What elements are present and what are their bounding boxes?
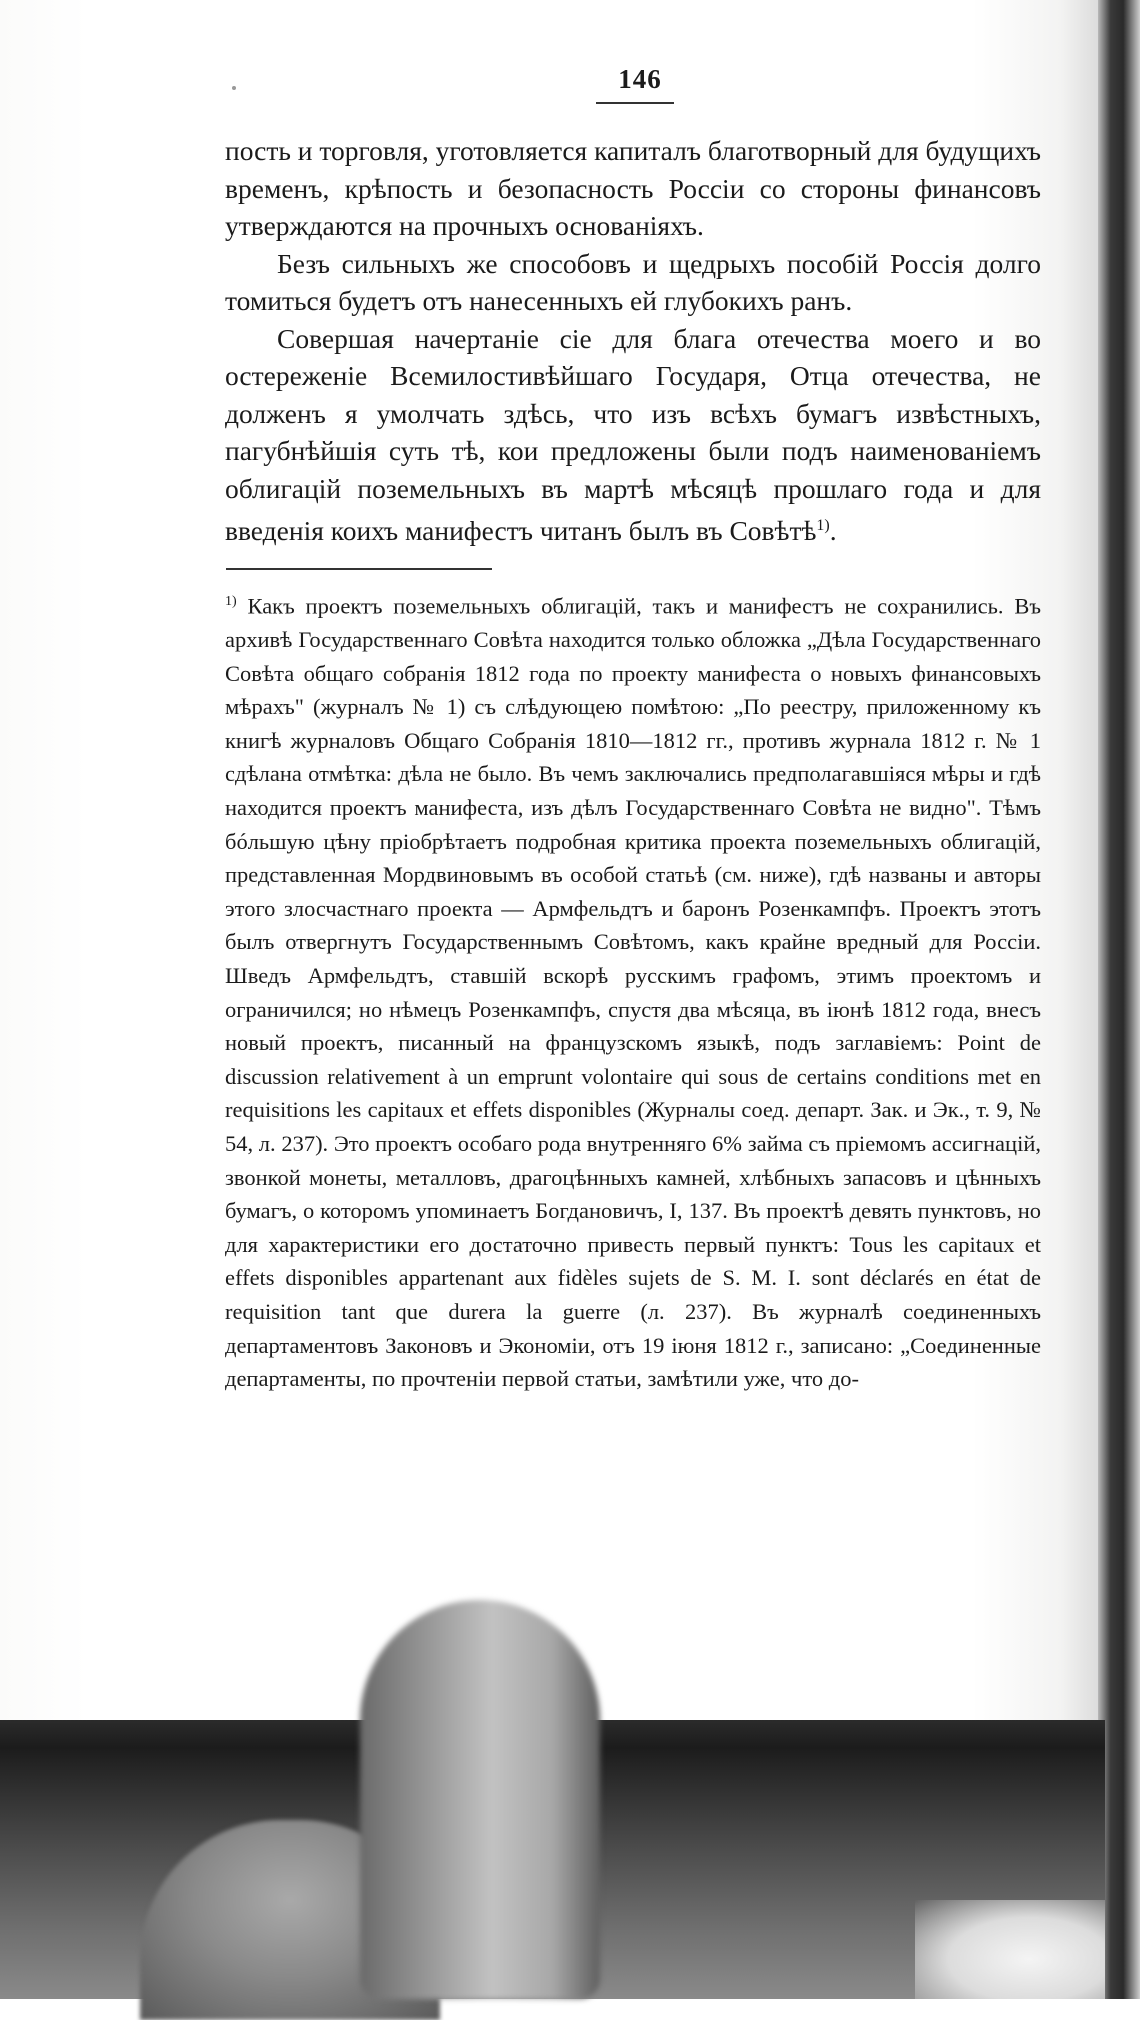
paragraph-2: Безъ сильныхъ же способовъ и щедрыхъ пособій Россія долго томиться будетъ отъ нанесенныхъ ей глубокихъ ранъ. bbox=[225, 247, 1041, 316]
footnote bbox=[225, 585, 1041, 1396]
page-number-underline bbox=[596, 102, 674, 104]
footnote-divider bbox=[226, 568, 492, 570]
light-patch bbox=[915, 1900, 1105, 1999]
paragraph-3-text: Совершая начертаніе сіе для блага отечества моего и во остереженіе Всемилостивѣйшаго Государя, Отца отечества, не долженъ я умолчать здѣсь, что изъ всѣхъ бумагъ извѣстныхъ, пагубнѣйшія суть тѣ, кои предложены были подъ наименованіемъ облигацій поземельныхъ въ мартѣ мѣсяцѣ прошлаго года и для введенія коихъ манифестъ читанъ былъ въ Совѣтѣ bbox=[225, 322, 1041, 547]
paragraph-3: Совершая начертаніе сіе для блага отечества моего и во остереженіе Всемилостивѣйшаго Государя, Отца отечества, не долженъ я умолчать здѣсь, что изъ всѣхъ бумагъ извѣстныхъ, пагубнѣйшія суть тѣ, кои предложены были подъ наименованіемъ облигацій поземельныхъ въ мартѣ мѣсяцѣ прошлаго года и для введенія коихъ манифестъ читанъ былъ въ Совѣтѣ$^{1)}$. bbox=[225, 322, 1041, 547]
thumb-image bbox=[360, 1600, 600, 1999]
paper-speck bbox=[232, 86, 236, 90]
footnote-mark: 1) bbox=[225, 594, 237, 609]
footnote-reference: 1) bbox=[816, 517, 830, 534]
page-number: 146 bbox=[618, 64, 662, 94]
page-edge-shadow bbox=[1098, 0, 1140, 1999]
paragraph-1: пость и торговля, уготовляется капиталъ благотворный для будущихъ временъ, крѣпость и безопасность Россіи со стороны финансовъ утверждаются на прочныхъ основаніяхъ. bbox=[225, 135, 1041, 241]
main-text bbox=[225, 132, 1041, 550]
footnote-text: Какъ проектъ поземельныхъ облигацій, такъ и манифестъ не сохранились. Въ архивѣ Государственнаго Совѣта находится только обложка „Дѣла Государственнаго Совѣта общаго собранія 1812 года по проекту манифеста о новыхъ финансовыхъ мѣрахъ" (журналъ № 1) съ слѣдующею помѣтою: „По реестру, приложенному къ книгѣ журналовъ Общаго Собранія 1810—1812 гг., противъ журнала 1812 г. № 1 сдѣлана отмѣтка: дѣла не было. Въ чемъ заключались предполагавшіяся мѣры и гдѣ находится проектъ манифеста, изъ дѣлъ Государственнаго Совѣта не видно". Тѣмъ бóльшую цѣну пріобрѣтаетъ подробная критика проекта поземельныхъ облигацій, представленная Мордвиновымъ въ особой статьѣ (см. ниже), гдѣ названы и авторы этого злосчастнаго проекта — Армфельдтъ и баронъ Розенкампфъ. Проектъ этотъ былъ отвергнутъ Государственнымъ Совѣтомъ, какъ крайне вредный для Россіи. Шведъ Армфельдтъ, ставшій вскорѣ русскимъ графомъ, этимъ проектомъ и ограничился; но нѣмецъ Розенкампфъ, спустя два мѣсяца, въ іюнѣ 1812 года, внесъ новый проектъ, писанный на французскомъ языкѣ, подъ заглавіемъ: Point de discussion relativement à un emprunt volontaire qui sous de certains conditions met en requisitions les capitaux et effets disponibles (Журналы соед. департ. Зак. и Эк., т. 9, № 54, л. 237). Это проектъ особаго рода внутренняго 6% займа съ пріемомъ ассигнацій, звонкой монеты, металловъ, драгоцѣнныхъ камней, хлѣбныхъ запасовъ и цѣнныхъ бумагъ, о которомъ упоминаетъ Богдановичъ, I, 137. Въ проектѣ девять пунктовъ, но для характеристики его достаточно привесть первый пунктъ: Tous les capitaux et effets disponibles appartenant aux fidèles sujets de S. M. I. sont déclarés en état de requisition tant que durera la guerre (л. 237). Въ журналѣ соединенныхъ департаментовъ Законовъ и Экономіи, отъ 19 іюня 1812 г., записано: „Соединенные департаменты, по прочтеніи первой статьи, замѣтили уже, что до- bbox=[225, 593, 1042, 1392]
